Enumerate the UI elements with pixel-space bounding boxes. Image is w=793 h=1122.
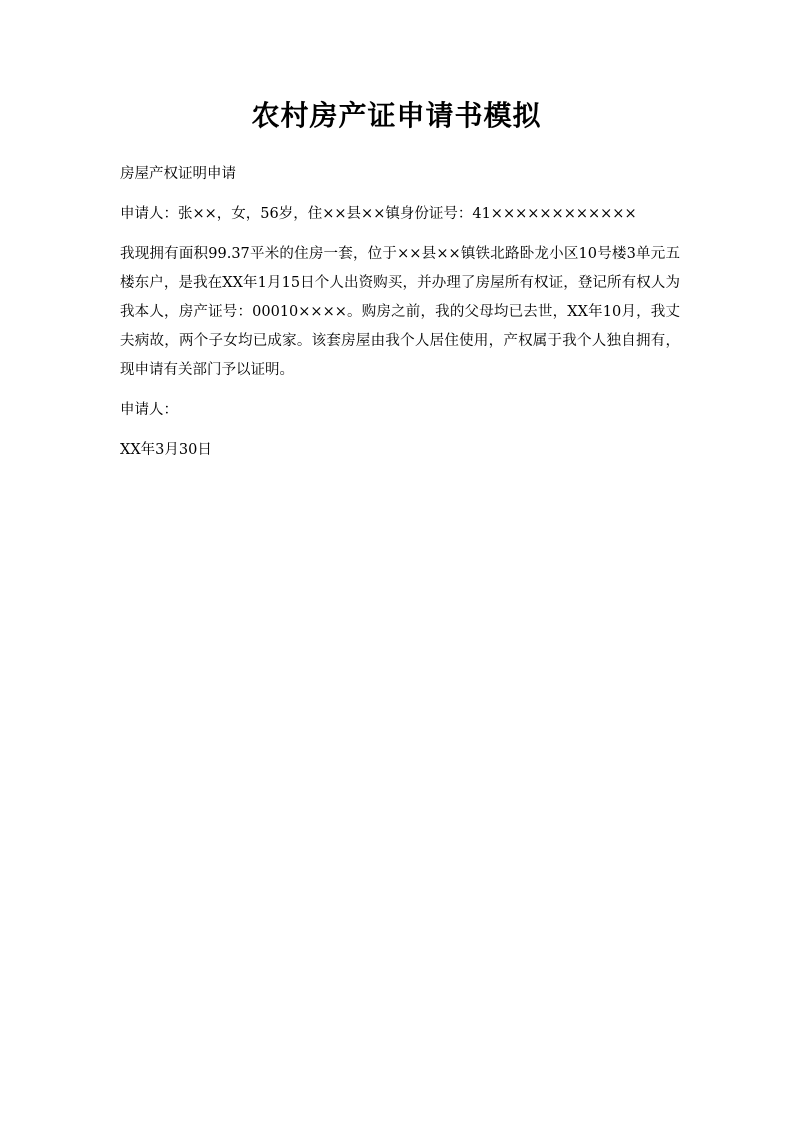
applicant-info: 申请人：张××，女，56岁，住××县××镇身份证号：41××××××××××××: [120, 206, 637, 222]
body-paragraph: 我现拥有面积99.37平米的住房一套，位于××县××镇铁北路卧龙小区10号楼3单元五楼东户，是我在XX年1月15日个人出资购买，并办理了房屋所有权证，登记所有权人为我本人，房产证号：00010××××。购房之前，我的父母均已去世，XX年10月，我丈夫病故，两个子女均已成家。该套房屋由我个人居住使用，产权属于我个人独自拥有，现申请有关部门予以证明。: [120, 246, 680, 378]
document-title: 农村房产证申请书模拟: [251, 99, 542, 132]
document-body: [120, 160, 680, 476]
document-date: XX年3月30日: [120, 442, 212, 458]
section-heading: 房屋产权证明申请: [120, 166, 236, 182]
signature-label: 申请人：: [120, 402, 178, 418]
